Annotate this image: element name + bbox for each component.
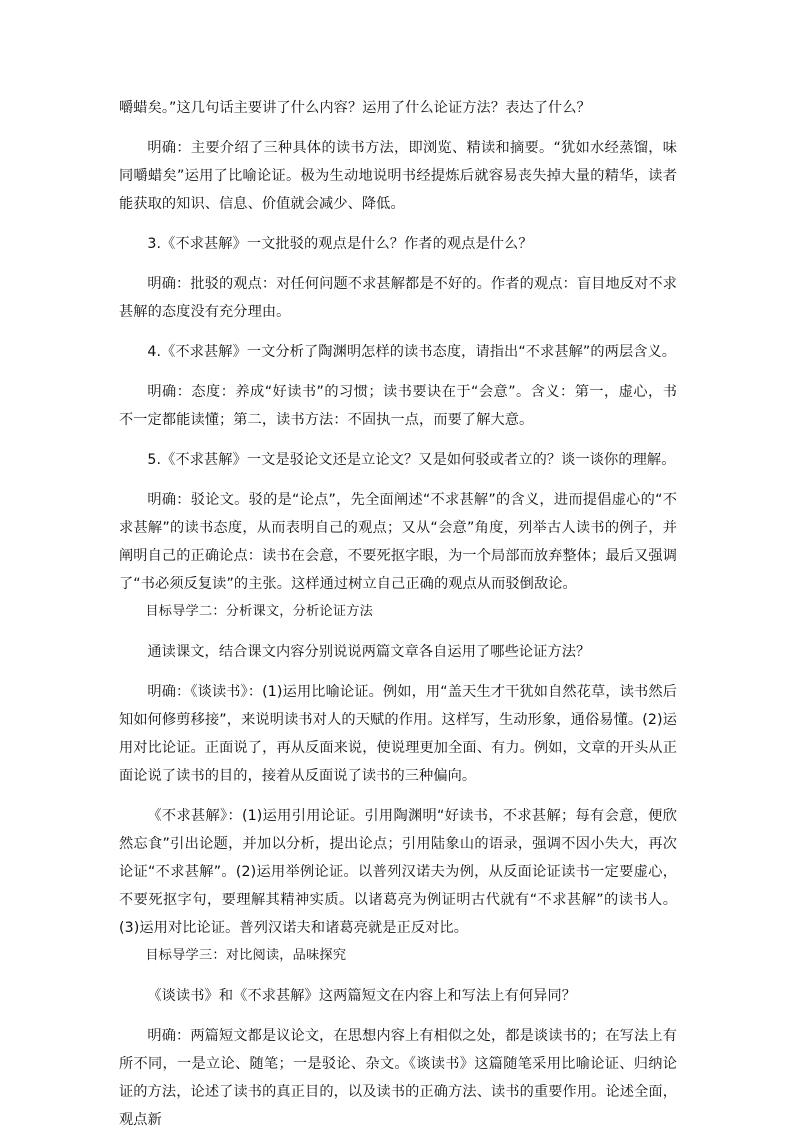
paragraph: 明确：《谈读书》：(1)运用比喻论证。例如，用“盖天生才干犹如自然花草，读书然后知如何修剪移接”，来说明读书对人的天赋的作用。这样写，生动形象，通俗易懂。(2)运用对比论证。正面说了，再从反面来说，使说理更加全面、有力。例如，文章的开头从正面论说了读书的目的，接着从反面说了读书的三种偏向。 — [119, 684, 677, 784]
paragraph: 5.《不求甚解》一文是驳论文还是立论文？又是如何驳或者立的？谈一谈你的理解。 — [147, 452, 676, 468]
paragraph: 明确：主要介绍了三种具体的读书方法，即浏览、精读和摘要。“犹如水经蒸馏，味同嚼蜡矣”运用了比喻论证。极为生动地说明书经提炼后就容易丧失掉大量的精华，读者能获取的知识、信息、价值就会减少、降低。 — [119, 140, 677, 212]
paragraph: 明确：两篇短文都是议论文，在思想内容上有相似之处，都是谈读书的；在写法上有所不同，一是立论、随笔；一是驳论、杂文。《谈读书》这篇随笔采用比喻论证、归纳论证的方法，论述了读书的真正目的，以及读书的正确方法、读书的重要作用。论述全面，观点新 — [119, 1028, 677, 1128]
document-body — [119, 94, 677, 1134]
paragraph: 通读课文，结合课文内容分别说说两篇文章各自运用了哪些论证方法？ — [147, 644, 591, 660]
paragraph: 明确：态度：养成“好读书”的习惯；读书要诀在于“会意”。含义：第一，虚心，书不一定都能读懂；第二，读书方法：不固执一点，而要了解大意。 — [119, 384, 677, 428]
paragraph: 《不求甚解》：(1)运用引用论证。引用陶渊明“好读书，不求甚解；每有会意，便欣然忘食”引出论题，并加以分析，提出论点；引用陆象山的语录，强调不因小失大，再次论证“不求甚解”。(2)运用举例论证。以普列汉诺夫为例，从反面论证读书一定要虚心，不要死抠字句，要理解其精神实质。以诸葛亮为例证明古代就有“不求甚解”的读书人。(3)运用对比论证。普列汉诺夫和诸葛亮就是正反对比。 — [119, 808, 677, 936]
section-heading: 目标导学三：对比阅读，品味探究 — [145, 948, 347, 963]
paragraph: 明确：驳论文。驳的是“论点”，先全面阐述“不求甚解”的含义，进而提倡虚心的“不求甚解”的读书态度，从而表明自己的观点；又从“会意”角度，列举古人读书的例子，并阐明自己的正确论点：读书在会意，不要死抠字眼，为一个局部而放弃整体；最后又强调了“书必须反复读”的主张。这样通过树立自己正确的观点从而驳倒敌论。 — [119, 492, 677, 592]
paragraph: 明确：批驳的观点：对任何问题不求甚解都是不好的。作者的观点：盲目地反对不求甚解的态度没有充分理由。 — [119, 276, 677, 320]
section-heading: 目标导学二：分析课文，分析论证方法 — [145, 604, 373, 619]
paragraph: 嚼蜡矣。”这几句话主要讲了什么内容？运用了什么论证方法？表达了什么？ — [119, 100, 591, 116]
paragraph: 《谈读书》和《不求甚解》这两篇短文在内容上和写法上有何异同？ — [147, 988, 577, 1004]
paragraph: 4.《不求甚解》一文分析了陶渊明怎样的读书态度，请指出“不求甚解”的两层含义。 — [147, 344, 677, 360]
paragraph: 3.《不求甚解》一文批驳的观点是什么？作者的观点是什么？ — [147, 236, 533, 252]
